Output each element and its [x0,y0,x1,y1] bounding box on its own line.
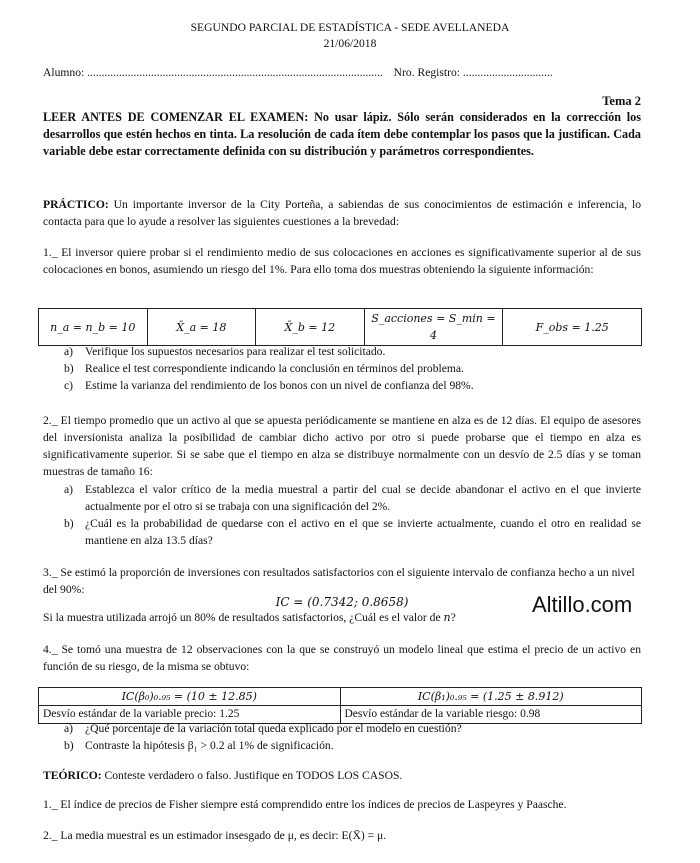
list-item: b) ¿Cuál es la probabilidad de quedarse con el activo en el que se invierte actualmente, cuando el otro en realidad se mantiene en alza 13.5 días? [64,517,641,547]
table-cell-sample-size: n_a = n_b = 10 [39,309,148,346]
registro-field: Nro. Registro: ............................... [393,66,553,79]
table-cell-mean-a: X̄_a = 18 [147,309,256,346]
table-cell-std: S_acciones = S_min = 4 [364,309,503,346]
list-item: a) Establezca el valor crítico de la media muestral a partir del cual se decide abandonar el activo en el que invierte actualmente por el otro si se trabaja con una significación del 2%. [64,483,641,513]
list-item: a) ¿Qué porcentaje de la variación total queda explicado por el modelo en cuestión? [64,722,462,735]
question-4-text: 4._ Se tomó una muestra de 12 observaciones con la que se construyó un modelo lineal que estima el precio de un activo en función de su riesgo, de la misma se obtuvo: [43,643,641,673]
table-cell-sd-risk: Desvío estándar de la variable riesgo: 0.98 [340,706,642,724]
list-item: a) Verifique los supuestos necesarios para realizar el test solicitado. [64,345,386,358]
exam-date: 21/06/2018 [323,37,377,50]
table-cell-f-obs: F_obs = 1.25 [503,309,642,346]
question-4-items [43,720,641,754]
teorico-text: Conteste verdadero o falso. Justifique en TODOS LOS CASOS. [101,769,403,782]
exam-title: SEGUNDO PARCIAL DE ESTADÍSTICA - SEDE AVELLANEDA [190,21,510,34]
table-cell-ic-b1: IC(β₁)₀.₉₅ = (1.25 ± 8.912) [340,688,642,706]
practico-text: Un importante inversor de la City Porteña, a sabiendas de sus conocimientos de estimación e inferencia, lo contacta para que lo ayude a resolver las siguientes cuestiones a la brevedad: [43,198,641,228]
tema-label: Tema 2 [602,94,641,108]
table-cell-mean-b: X̄_b = 12 [256,309,365,346]
question-3-question: Si la muestra utilizada arrojó un 80% de resultados satisfactorios, ¿Cuál es el valor de n? [43,611,456,624]
question-1-items [43,343,641,394]
teorico-lead: TEÓRICO: [43,769,102,782]
altillo-watermark: Altillo.com [532,592,633,617]
warning-paragraph [43,109,641,160]
practico-intro [43,196,641,230]
question-1-text: 1._ El inversor quiere probar si el rendimiento medio de sus colocaciones en acciones es significativamente superior al de sus colocaciones en bonos, asumiendo un riesgo del 1%. Para ello toma dos muestras obteniendo la siguiente información: [43,246,641,276]
table-cell-sd-price: Desvío estándar de la variable precio: 1.25 [39,706,341,724]
teorico-question-1: 1._ El índice de precios de Fisher siempre está comprendido entre los índices de precios de Laspeyres y Paasche. [43,798,567,811]
list-item: b) Contraste la hipótesis β₁ > 0.2 al 1% de significación. [64,739,334,752]
warning-text: No usar lápiz. Sólo serán considerados en la corrección los desarrollos que estén hechos en tinta. La resolución de cada ítem debe contemplar los pasos que la justifican. Cada variable debe estar correctamente definida con su distribución y parámetros correspondientes. [43,110,642,158]
question-2-text: 2._ El tiempo promedio que un activo al que se apuesta periódicamente se mantiene en alza es de 12 días. El equipo de asesores del inversionista analiza la posibilidad de cambiar dicho activo por otro si puede probarse que el tiempo en alza es significativamente superior. Si se sabe que el tiempo en alza se distribuye normalmente con un desvío de 2.5 días y se toman muestras de tamaño 16: [43,414,641,478]
table-cell-ic-b0: IC(β₀)₀.₉₅ = (10 ± 12.85) [39,688,341,706]
alumno-field: Alumno: ...................................................................................................... [43,66,383,79]
teorico-question-2: 2._ La media muestral es un estimador insesgado de μ, es decir: E(X̄) = μ. [43,829,387,842]
teorico-intro [43,767,641,784]
practico-lead: PRÁCTICO: [43,198,109,211]
question-3-equation: IC = (0.7342; 0.8658) [275,595,409,609]
question-1-data-table [38,308,642,346]
list-item: b) Realice el test correspondiente indicando la conclusión en términos del problema. [64,362,464,375]
question-3-text: 3._ Se estimó la proporción de inversiones con resultados satisfactorios con el siguiente intervalo de confianza hecho a un nivel del 90%: [43,566,635,596]
question-4-table [38,687,642,724]
student-line [43,64,641,81]
question-2-items [43,481,641,549]
list-item: c) Estime la varianza del rendimiento de los bonos con un nivel de confianza del 98%. [64,379,474,392]
warning-lead: LEER ANTES DE COMENZAR EL EXAMEN: [43,110,309,124]
